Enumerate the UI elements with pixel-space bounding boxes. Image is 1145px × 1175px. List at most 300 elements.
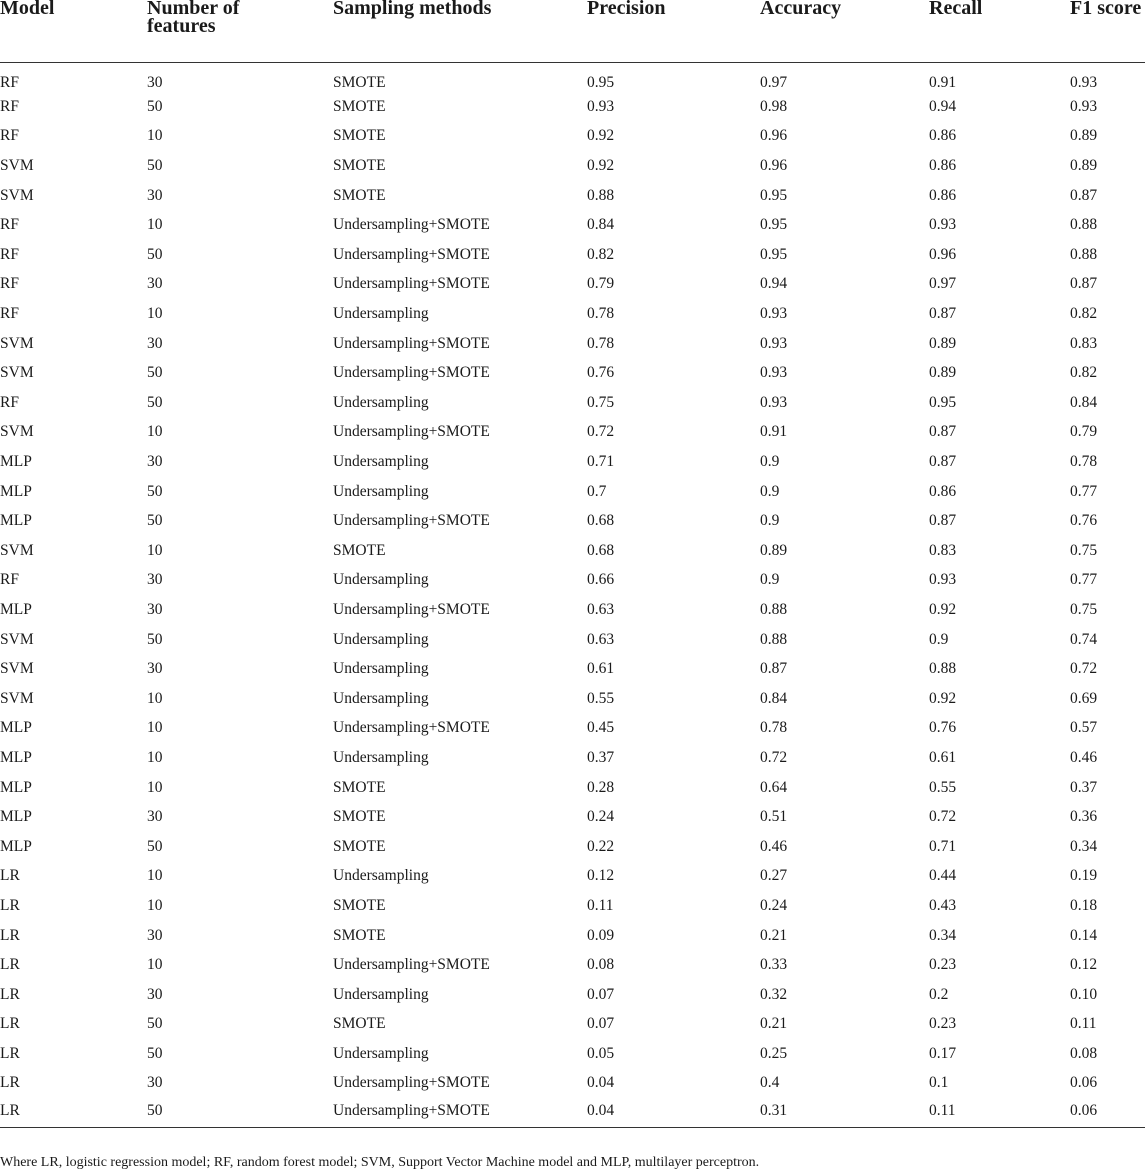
cell-precision: 0.07 bbox=[587, 1015, 615, 1033]
cell-f1-score: 0.82 bbox=[1070, 364, 1098, 382]
cell-accuracy: 0.89 bbox=[760, 541, 788, 559]
cell-accuracy: 0.88 bbox=[760, 630, 788, 648]
cell-sampling-method: SMOTE bbox=[333, 1015, 386, 1033]
cell-f1-score: 0.89 bbox=[1070, 127, 1098, 145]
cell-accuracy: 0.21 bbox=[760, 1015, 788, 1033]
cell-model: LR bbox=[0, 956, 20, 974]
table-row bbox=[0, 802, 1145, 832]
cell-accuracy: 0.27 bbox=[760, 867, 788, 885]
cell-precision: 0.07 bbox=[587, 985, 615, 1003]
cell-recall: 0.92 bbox=[929, 600, 957, 618]
cell-model: MLP bbox=[0, 482, 32, 500]
cell-number-of-features: 10 bbox=[147, 748, 163, 766]
cell-sampling-method: SMOTE bbox=[333, 127, 386, 145]
cell-f1-score: 0.37 bbox=[1070, 778, 1098, 796]
cell-model: MLP bbox=[0, 719, 32, 737]
cell-f1-score: 0.79 bbox=[1070, 423, 1098, 441]
table-row bbox=[0, 329, 1145, 359]
table-row bbox=[0, 210, 1145, 240]
cell-f1-score: 0.69 bbox=[1070, 689, 1098, 707]
cell-accuracy: 0.88 bbox=[760, 600, 788, 618]
cell-precision: 0.7 bbox=[587, 482, 607, 500]
cell-number-of-features: 50 bbox=[147, 512, 163, 530]
cell-f1-score: 0.34 bbox=[1070, 837, 1098, 855]
cell-sampling-method: Undersampling bbox=[333, 630, 429, 648]
cell-f1-score: 0.87 bbox=[1070, 275, 1098, 293]
cell-number-of-features: 30 bbox=[147, 73, 163, 91]
cell-number-of-features: 30 bbox=[147, 1074, 163, 1092]
cell-precision: 0.05 bbox=[587, 1044, 615, 1062]
cell-accuracy: 0.78 bbox=[760, 719, 788, 737]
cell-precision: 0.24 bbox=[587, 808, 615, 826]
cell-number-of-features: 10 bbox=[147, 216, 163, 234]
cell-sampling-method: Undersampling bbox=[333, 985, 429, 1003]
cell-model: MLP bbox=[0, 748, 32, 766]
cell-model: LR bbox=[0, 1101, 20, 1119]
cell-sampling-method: Undersampling+SMOTE bbox=[333, 1101, 490, 1119]
cell-f1-score: 0.10 bbox=[1070, 985, 1098, 1003]
cell-number-of-features: 10 bbox=[147, 423, 163, 441]
cell-accuracy: 0.93 bbox=[760, 305, 788, 323]
table-row bbox=[0, 625, 1145, 655]
cell-model: MLP bbox=[0, 778, 32, 796]
cell-sampling-method: Undersampling bbox=[333, 393, 429, 411]
table-row bbox=[0, 151, 1145, 181]
cell-number-of-features: 10 bbox=[147, 867, 163, 885]
cell-accuracy: 0.95 bbox=[760, 245, 788, 263]
cell-precision: 0.22 bbox=[587, 837, 615, 855]
cell-precision: 0.11 bbox=[587, 896, 614, 914]
cell-model: SVM bbox=[0, 630, 34, 648]
cell-precision: 0.45 bbox=[587, 719, 615, 737]
cell-precision: 0.63 bbox=[587, 600, 615, 618]
cell-model: SVM bbox=[0, 660, 34, 678]
cell-sampling-method: Undersampling bbox=[333, 453, 429, 471]
cell-accuracy: 0.84 bbox=[760, 689, 788, 707]
cell-model: SVM bbox=[0, 541, 34, 559]
cell-precision: 0.88 bbox=[587, 186, 615, 204]
table-row bbox=[0, 506, 1145, 536]
cell-recall: 0.61 bbox=[929, 748, 957, 766]
header-accuracy: Accuracy bbox=[760, 0, 929, 63]
cell-recall: 0.88 bbox=[929, 660, 957, 678]
cell-sampling-method: SMOTE bbox=[333, 926, 386, 944]
cell-f1-score: 0.78 bbox=[1070, 453, 1098, 471]
cell-accuracy: 0.33 bbox=[760, 956, 788, 974]
table-row bbox=[0, 92, 1145, 122]
cell-f1-score: 0.57 bbox=[1070, 719, 1098, 737]
cell-accuracy: 0.96 bbox=[760, 157, 788, 175]
cell-sampling-method: Undersampling+SMOTE bbox=[333, 600, 490, 618]
cell-recall: 0.44 bbox=[929, 867, 957, 885]
header-features-line2: features bbox=[147, 15, 216, 37]
cell-sampling-method: Undersampling+SMOTE bbox=[333, 1074, 490, 1092]
table-row bbox=[0, 63, 1145, 93]
cell-f1-score: 0.87 bbox=[1070, 186, 1098, 204]
cell-precision: 0.79 bbox=[587, 275, 615, 293]
table-row bbox=[0, 921, 1145, 951]
cell-accuracy: 0.9 bbox=[760, 512, 780, 530]
cell-precision: 0.55 bbox=[587, 689, 615, 707]
cell-accuracy: 0.64 bbox=[760, 778, 788, 796]
cell-f1-score: 0.93 bbox=[1070, 73, 1098, 91]
header-f1-score: F1 score bbox=[1070, 0, 1145, 63]
cell-accuracy: 0.95 bbox=[760, 186, 788, 204]
cell-precision: 0.92 bbox=[587, 157, 615, 175]
header-sampling-methods: Sampling methods bbox=[333, 0, 587, 63]
cell-recall: 0.87 bbox=[929, 423, 957, 441]
cell-f1-score: 0.14 bbox=[1070, 926, 1098, 944]
cell-sampling-method: SMOTE bbox=[333, 73, 386, 91]
cell-precision: 0.28 bbox=[587, 778, 615, 796]
cell-number-of-features: 50 bbox=[147, 393, 163, 411]
table-row bbox=[0, 654, 1145, 684]
cell-accuracy: 0.91 bbox=[760, 423, 788, 441]
cell-f1-score: 0.93 bbox=[1070, 97, 1098, 115]
cell-accuracy: 0.9 bbox=[760, 482, 780, 500]
cell-model: MLP bbox=[0, 837, 32, 855]
cell-accuracy: 0.72 bbox=[760, 748, 788, 766]
cell-sampling-method: Undersampling+SMOTE bbox=[333, 334, 490, 352]
cell-number-of-features: 50 bbox=[147, 630, 163, 648]
cell-model: RF bbox=[0, 216, 19, 234]
cell-f1-score: 0.19 bbox=[1070, 867, 1098, 885]
table-row bbox=[0, 122, 1145, 152]
cell-f1-score: 0.89 bbox=[1070, 157, 1098, 175]
cell-recall: 0.86 bbox=[929, 482, 957, 500]
cell-recall: 0.83 bbox=[929, 541, 957, 559]
cell-number-of-features: 30 bbox=[147, 186, 163, 204]
table-row bbox=[0, 240, 1145, 270]
table-row bbox=[0, 980, 1145, 1010]
cell-precision: 0.84 bbox=[587, 216, 615, 234]
cell-recall: 0.93 bbox=[929, 571, 957, 589]
cell-sampling-method: Undersampling bbox=[333, 305, 429, 323]
cell-recall: 0.23 bbox=[929, 1015, 957, 1033]
cell-precision: 0.78 bbox=[587, 305, 615, 323]
cell-sampling-method: Undersampling bbox=[333, 1044, 429, 1062]
cell-sampling-method: Undersampling bbox=[333, 482, 429, 500]
cell-number-of-features: 50 bbox=[147, 1044, 163, 1062]
cell-f1-score: 0.46 bbox=[1070, 748, 1098, 766]
cell-sampling-method: Undersampling+SMOTE bbox=[333, 956, 490, 974]
cell-precision: 0.61 bbox=[587, 660, 615, 678]
cell-accuracy: 0.21 bbox=[760, 926, 788, 944]
cell-model: RF bbox=[0, 305, 19, 323]
table-footnote: Where LR, logistic regression model; RF, random forest model; SVM, Support Vector Machine model and MLP, multilayer perceptron. bbox=[0, 1155, 760, 1170]
cell-accuracy: 0.96 bbox=[760, 127, 788, 145]
cell-number-of-features: 10 bbox=[147, 778, 163, 796]
cell-precision: 0.92 bbox=[587, 127, 615, 145]
table-row bbox=[0, 832, 1145, 862]
table-row bbox=[0, 418, 1145, 448]
cell-accuracy: 0.93 bbox=[760, 364, 788, 382]
cell-model: LR bbox=[0, 867, 20, 885]
cell-sampling-method: Undersampling bbox=[333, 660, 429, 678]
cell-accuracy: 0.97 bbox=[760, 73, 788, 91]
cell-f1-score: 0.06 bbox=[1070, 1101, 1098, 1119]
cell-model: RF bbox=[0, 73, 19, 91]
table-row bbox=[0, 595, 1145, 625]
cell-recall: 0.72 bbox=[929, 808, 957, 826]
cell-precision: 0.66 bbox=[587, 571, 615, 589]
cell-number-of-features: 50 bbox=[147, 482, 163, 500]
table-row bbox=[0, 1039, 1145, 1069]
cell-sampling-method: Undersampling+SMOTE bbox=[333, 364, 490, 382]
table-row bbox=[0, 1098, 1145, 1128]
table-body bbox=[0, 63, 1145, 1128]
cell-precision: 0.09 bbox=[587, 926, 615, 944]
cell-recall: 0.1 bbox=[929, 1074, 949, 1092]
table-row bbox=[0, 566, 1145, 596]
cell-accuracy: 0.31 bbox=[760, 1101, 788, 1119]
cell-model: LR bbox=[0, 1044, 20, 1062]
table-row bbox=[0, 181, 1145, 211]
cell-precision: 0.08 bbox=[587, 956, 615, 974]
cell-number-of-features: 30 bbox=[147, 275, 163, 293]
cell-f1-score: 0.11 bbox=[1070, 1015, 1097, 1033]
cell-recall: 0.2 bbox=[929, 985, 949, 1003]
cell-model: LR bbox=[0, 1074, 20, 1092]
cell-f1-score: 0.88 bbox=[1070, 216, 1098, 234]
cell-precision: 0.12 bbox=[587, 867, 615, 885]
cell-number-of-features: 30 bbox=[147, 334, 163, 352]
cell-recall: 0.95 bbox=[929, 393, 957, 411]
cell-number-of-features: 30 bbox=[147, 600, 163, 618]
cell-precision: 0.93 bbox=[587, 97, 615, 115]
cell-recall: 0.9 bbox=[929, 630, 949, 648]
header-features-line1: Number of bbox=[147, 0, 240, 19]
table-row bbox=[0, 299, 1145, 329]
table-row bbox=[0, 891, 1145, 921]
cell-sampling-method: Undersampling bbox=[333, 748, 429, 766]
cell-model: MLP bbox=[0, 453, 32, 471]
cell-recall: 0.23 bbox=[929, 956, 957, 974]
cell-number-of-features: 10 bbox=[147, 956, 163, 974]
table-row bbox=[0, 536, 1145, 566]
cell-precision: 0.71 bbox=[587, 453, 615, 471]
cell-accuracy: 0.93 bbox=[760, 334, 788, 352]
cell-model: SVM bbox=[0, 689, 34, 707]
cell-number-of-features: 50 bbox=[147, 1101, 163, 1119]
cell-f1-score: 0.77 bbox=[1070, 482, 1098, 500]
cell-recall: 0.11 bbox=[929, 1101, 956, 1119]
cell-accuracy: 0.4 bbox=[760, 1074, 780, 1092]
cell-sampling-method: SMOTE bbox=[333, 778, 386, 796]
cell-f1-score: 0.77 bbox=[1070, 571, 1098, 589]
header-recall: Recall bbox=[929, 0, 1070, 63]
cell-recall: 0.89 bbox=[929, 364, 957, 382]
cell-model: RF bbox=[0, 97, 19, 115]
cell-f1-score: 0.18 bbox=[1070, 896, 1098, 914]
cell-number-of-features: 50 bbox=[147, 837, 163, 855]
cell-recall: 0.43 bbox=[929, 896, 957, 914]
cell-model: RF bbox=[0, 393, 19, 411]
cell-model: LR bbox=[0, 896, 20, 914]
table-row bbox=[0, 477, 1145, 507]
cell-accuracy: 0.51 bbox=[760, 808, 788, 826]
cell-model: RF bbox=[0, 245, 19, 263]
cell-recall: 0.96 bbox=[929, 245, 957, 263]
cell-sampling-method: Undersampling+SMOTE bbox=[333, 275, 490, 293]
cell-f1-score: 0.82 bbox=[1070, 305, 1098, 323]
cell-recall: 0.76 bbox=[929, 719, 957, 737]
cell-sampling-method: Undersampling+SMOTE bbox=[333, 245, 490, 263]
cell-sampling-method: SMOTE bbox=[333, 896, 386, 914]
cell-recall: 0.34 bbox=[929, 926, 957, 944]
cell-number-of-features: 30 bbox=[147, 571, 163, 589]
header-row bbox=[0, 0, 1145, 63]
cell-precision: 0.63 bbox=[587, 630, 615, 648]
cell-sampling-method: Undersampling+SMOTE bbox=[333, 719, 490, 737]
table-row bbox=[0, 388, 1145, 418]
cell-f1-score: 0.36 bbox=[1070, 808, 1098, 826]
cell-accuracy: 0.87 bbox=[760, 660, 788, 678]
cell-number-of-features: 10 bbox=[147, 689, 163, 707]
cell-sampling-method: SMOTE bbox=[333, 837, 386, 855]
cell-recall: 0.86 bbox=[929, 186, 957, 204]
cell-precision: 0.76 bbox=[587, 364, 615, 382]
cell-accuracy: 0.9 bbox=[760, 571, 780, 589]
cell-sampling-method: SMOTE bbox=[333, 97, 386, 115]
cell-recall: 0.55 bbox=[929, 778, 957, 796]
cell-number-of-features: 10 bbox=[147, 541, 163, 559]
cell-precision: 0.68 bbox=[587, 541, 615, 559]
cell-f1-score: 0.76 bbox=[1070, 512, 1098, 530]
cell-sampling-method: SMOTE bbox=[333, 541, 386, 559]
cell-f1-score: 0.88 bbox=[1070, 245, 1098, 263]
cell-precision: 0.72 bbox=[587, 423, 615, 441]
cell-number-of-features: 50 bbox=[147, 364, 163, 382]
header-precision: Precision bbox=[587, 0, 760, 63]
cell-recall: 0.87 bbox=[929, 305, 957, 323]
cell-sampling-method: Undersampling+SMOTE bbox=[333, 423, 490, 441]
cell-precision: 0.95 bbox=[587, 73, 615, 91]
cell-accuracy: 0.32 bbox=[760, 985, 788, 1003]
cell-model: SVM bbox=[0, 186, 34, 204]
table-row bbox=[0, 1069, 1145, 1099]
cell-model: SVM bbox=[0, 423, 34, 441]
cell-model: RF bbox=[0, 571, 19, 589]
cell-recall: 0.93 bbox=[929, 216, 957, 234]
table-row bbox=[0, 714, 1145, 744]
cell-precision: 0.78 bbox=[587, 334, 615, 352]
cell-accuracy: 0.46 bbox=[760, 837, 788, 855]
cell-accuracy: 0.9 bbox=[760, 453, 780, 471]
cell-number-of-features: 50 bbox=[147, 1015, 163, 1033]
cell-recall: 0.87 bbox=[929, 453, 957, 471]
cell-model: LR bbox=[0, 985, 20, 1003]
cell-f1-score: 0.75 bbox=[1070, 541, 1098, 559]
cell-recall: 0.97 bbox=[929, 275, 957, 293]
cell-sampling-method: SMOTE bbox=[333, 186, 386, 204]
cell-sampling-method: Undersampling+SMOTE bbox=[333, 216, 490, 234]
cell-number-of-features: 50 bbox=[147, 157, 163, 175]
cell-model: LR bbox=[0, 1015, 20, 1033]
cell-recall: 0.92 bbox=[929, 689, 957, 707]
cell-f1-score: 0.84 bbox=[1070, 393, 1098, 411]
cell-f1-score: 0.08 bbox=[1070, 1044, 1098, 1062]
table-row bbox=[0, 743, 1145, 773]
cell-sampling-method: Undersampling+SMOTE bbox=[333, 512, 490, 530]
cell-model: SVM bbox=[0, 334, 34, 352]
cell-recall: 0.86 bbox=[929, 157, 957, 175]
cell-accuracy: 0.98 bbox=[760, 97, 788, 115]
cell-sampling-method: Undersampling bbox=[333, 571, 429, 589]
table-row bbox=[0, 358, 1145, 388]
table-row bbox=[0, 270, 1145, 300]
cell-number-of-features: 10 bbox=[147, 896, 163, 914]
cell-precision: 0.04 bbox=[587, 1074, 615, 1092]
cell-sampling-method: SMOTE bbox=[333, 808, 386, 826]
cell-f1-score: 0.12 bbox=[1070, 956, 1098, 974]
cell-accuracy: 0.93 bbox=[760, 393, 788, 411]
cell-precision: 0.37 bbox=[587, 748, 615, 766]
cell-f1-score: 0.74 bbox=[1070, 630, 1098, 648]
cell-number-of-features: 50 bbox=[147, 97, 163, 115]
cell-model: SVM bbox=[0, 364, 34, 382]
cell-number-of-features: 10 bbox=[147, 719, 163, 737]
cell-recall: 0.91 bbox=[929, 73, 957, 91]
cell-sampling-method: Undersampling bbox=[333, 867, 429, 885]
cell-recall: 0.17 bbox=[929, 1044, 957, 1062]
cell-recall: 0.71 bbox=[929, 837, 957, 855]
cell-number-of-features: 30 bbox=[147, 985, 163, 1003]
table-row bbox=[0, 684, 1145, 714]
table-row bbox=[0, 773, 1145, 803]
cell-number-of-features: 10 bbox=[147, 305, 163, 323]
cell-sampling-method: Undersampling bbox=[333, 689, 429, 707]
cell-precision: 0.82 bbox=[587, 245, 615, 263]
cell-recall: 0.87 bbox=[929, 512, 957, 530]
table-row bbox=[0, 447, 1145, 477]
cell-number-of-features: 30 bbox=[147, 808, 163, 826]
cell-sampling-method: SMOTE bbox=[333, 157, 386, 175]
cell-number-of-features: 50 bbox=[147, 245, 163, 263]
cell-precision: 0.68 bbox=[587, 512, 615, 530]
table-row bbox=[0, 862, 1145, 892]
cell-accuracy: 0.95 bbox=[760, 216, 788, 234]
cell-recall: 0.94 bbox=[929, 97, 957, 115]
cell-number-of-features: 30 bbox=[147, 926, 163, 944]
cell-precision: 0.04 bbox=[587, 1101, 615, 1119]
cell-f1-score: 0.83 bbox=[1070, 334, 1098, 352]
cell-number-of-features: 30 bbox=[147, 660, 163, 678]
cell-model: LR bbox=[0, 926, 20, 944]
cell-model: MLP bbox=[0, 512, 32, 530]
cell-accuracy: 0.94 bbox=[760, 275, 788, 293]
cell-precision: 0.75 bbox=[587, 393, 615, 411]
cell-recall: 0.86 bbox=[929, 127, 957, 145]
table-header bbox=[0, 0, 1145, 63]
cell-model: RF bbox=[0, 127, 19, 145]
cell-number-of-features: 10 bbox=[147, 127, 163, 145]
cell-recall: 0.89 bbox=[929, 334, 957, 352]
cell-f1-score: 0.06 bbox=[1070, 1074, 1098, 1092]
table-row bbox=[0, 1010, 1145, 1040]
table-row bbox=[0, 950, 1145, 980]
header-number-of-features bbox=[147, 0, 333, 63]
cell-f1-score: 0.72 bbox=[1070, 660, 1098, 678]
cell-number-of-features: 30 bbox=[147, 453, 163, 471]
cell-accuracy: 0.24 bbox=[760, 896, 788, 914]
cell-accuracy: 0.25 bbox=[760, 1044, 788, 1062]
cell-model: SVM bbox=[0, 157, 34, 175]
cell-f1-score: 0.75 bbox=[1070, 600, 1098, 618]
cell-model: MLP bbox=[0, 600, 32, 618]
cell-model: RF bbox=[0, 275, 19, 293]
cell-model: MLP bbox=[0, 808, 32, 826]
